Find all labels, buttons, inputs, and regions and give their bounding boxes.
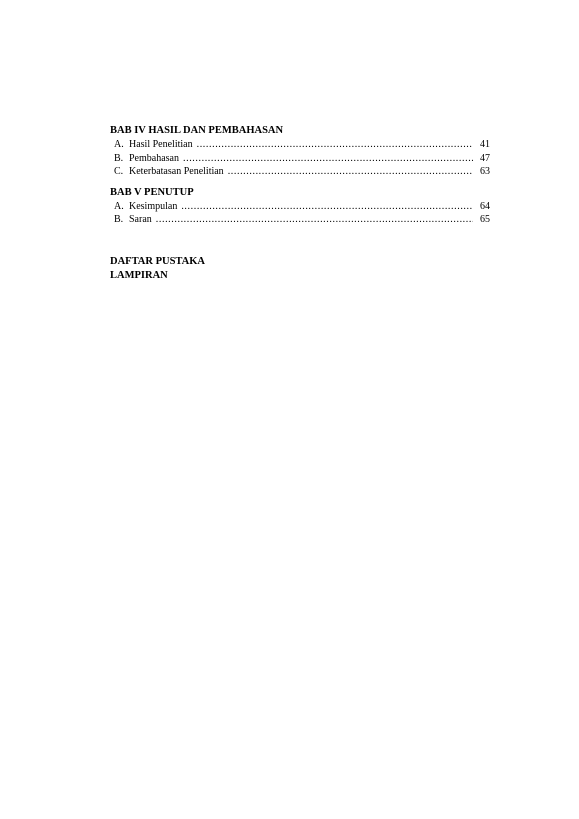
dot-leader: [181, 200, 473, 214]
chapter-v-heading: BAB V PENUTUP: [110, 186, 194, 198]
chapter-v-entries: [110, 200, 490, 227]
toc-entry-page: 65: [480, 214, 490, 225]
toc-entry-title: Hasil Penelitian: [129, 139, 193, 150]
bibliography-heading: DAFTAR PUSTAKA: [110, 255, 205, 267]
toc-entry-letter: A.: [114, 139, 124, 150]
toc-entry-kesimpulan: [110, 200, 490, 214]
toc-entry-title: Keterbatasan Penelitian: [129, 166, 224, 177]
toc-entry-keterbatasan-penelitian: [110, 165, 490, 179]
toc-entry-title: Pembahasan: [129, 152, 179, 164]
section-spacer: [110, 227, 490, 255]
toc-entry-pembahasan: [110, 152, 490, 166]
chapter-iv-entries: [110, 138, 490, 179]
toc-entry-title: Kesimpulan: [129, 200, 178, 212]
table-of-contents: [110, 124, 490, 283]
toc-entry-hasil-penelitian: [110, 138, 490, 152]
section-spacer: [110, 179, 490, 186]
toc-entry-title: Saran: [129, 214, 152, 225]
toc-entry-page: 41: [480, 139, 490, 150]
appendix-heading: LAMPIRAN: [110, 269, 168, 281]
dot-leader: [156, 213, 473, 227]
toc-entry-letter: B.: [114, 152, 124, 164]
toc-entry-page: 63: [480, 166, 490, 177]
chapter-iv-heading: BAB IV HASIL DAN PEMBAHASAN: [110, 125, 284, 136]
toc-entry-saran: [110, 213, 490, 227]
dot-leader: [197, 138, 473, 152]
toc-entry-letter: B.: [114, 214, 124, 225]
toc-entry-page: 64: [480, 200, 490, 212]
toc-entry-letter: C.: [114, 166, 124, 177]
toc-entry-page: 47: [480, 152, 490, 164]
dot-leader: [228, 165, 473, 179]
dot-leader: [183, 152, 473, 166]
toc-entry-letter: A.: [114, 200, 124, 212]
